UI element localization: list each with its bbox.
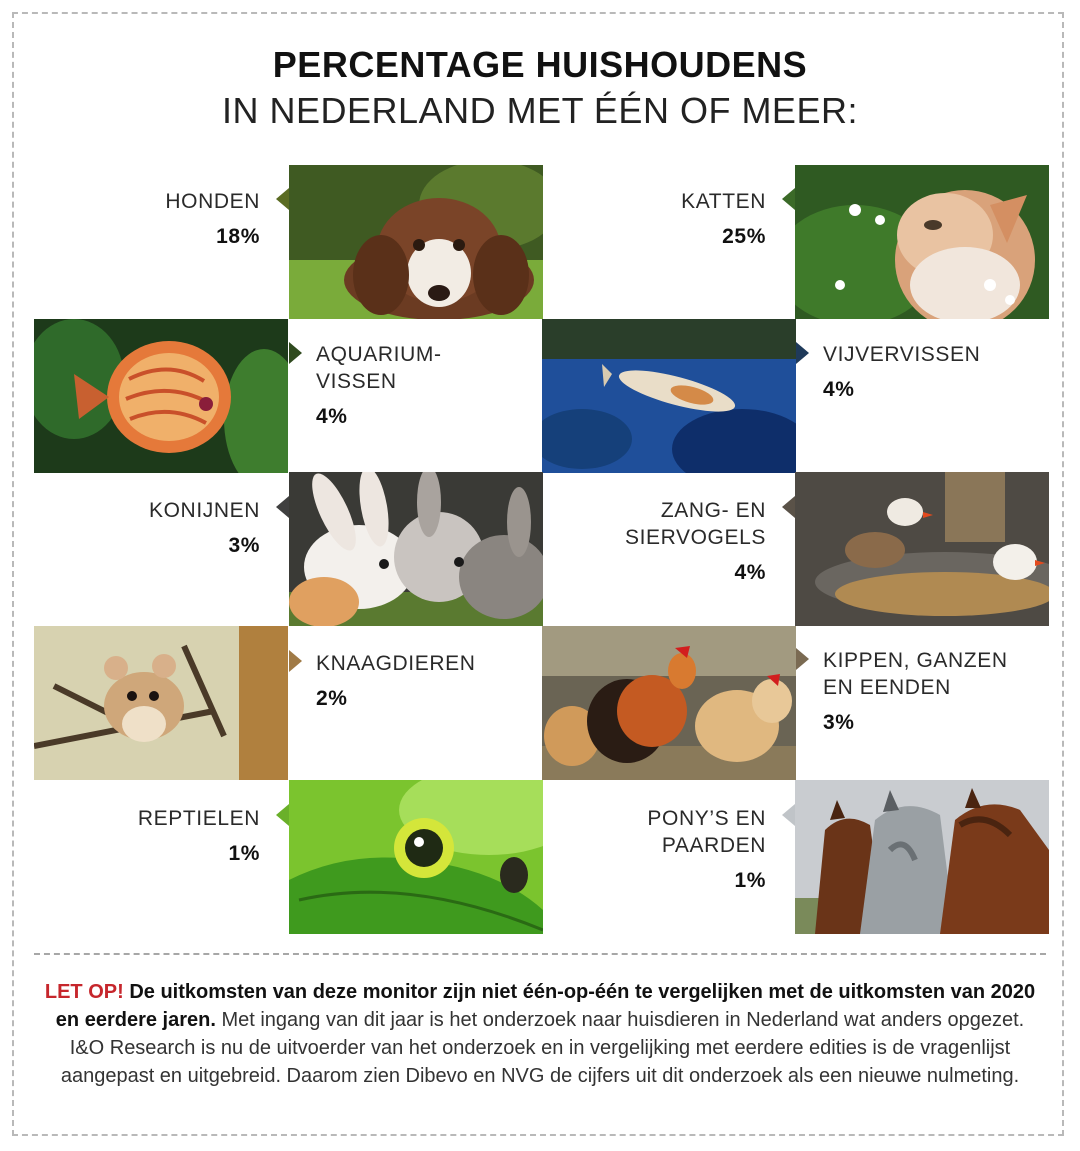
birds-photo [795, 472, 1049, 626]
pointer-notch [289, 650, 302, 672]
cat-photo [795, 165, 1049, 319]
chickens-photo [542, 626, 796, 780]
pointer-notch [796, 342, 809, 364]
rabbits-photo [289, 472, 543, 626]
dog-photo [289, 165, 543, 319]
label-ponys-en-paarden: PONY’S EN PAARDEN 1% [647, 807, 766, 892]
pointer-notch [289, 342, 302, 364]
label-konijnen: KONIJNEN 3% [149, 499, 260, 557]
title-line-1: PERCENTAGE HUISHOUDENS [272, 44, 808, 85]
warning-body-text: Met ingang van dit jaar is het onderzoek naar huisdieren in Nederland wat anders opgezet. I&O Research is nu de uitvoerder van het onderzoek en in vergelijking met eerdere edities is de vragenlijst aangepast en uitgebreid. Daarom zien Dibevo en NVG de cijfers uit dit onderzoek als een nieuwe nulmeting. [60, 1009, 1025, 1087]
horses-photo [795, 780, 1049, 934]
title-line-2: IN NEDERLAND MET ÉÉN OF MEER: [222, 90, 858, 131]
pointer-notch [276, 188, 289, 210]
pointer-notch [782, 804, 795, 826]
label-aquariumvissen: AQUARIUM- VISSEN 4% [316, 343, 442, 428]
label-honden: HONDEN 18% [165, 190, 260, 248]
label-reptielen: REPTIELEN 1% [137, 807, 260, 865]
pointer-notch [276, 496, 289, 518]
pointer-notch [782, 496, 795, 518]
label-knaagdieren: KNAAGDIEREN 2% [316, 652, 476, 710]
pointer-notch [782, 188, 795, 210]
rodent-photo [34, 626, 288, 780]
label-vijvervissen: VIJVERVISSEN 4% [823, 343, 981, 401]
label-zang-en-siervogels: ZANG- EN SIERVOGELS 4% [624, 499, 766, 584]
section-divider [34, 953, 1046, 955]
footer-note [40, 978, 1040, 1090]
pointer-notch [276, 804, 289, 826]
label-katten: KATTEN 25% [681, 190, 766, 248]
reptile-photo [289, 780, 543, 934]
pointer-notch [796, 648, 809, 670]
warning-label: LET OP! [44, 981, 124, 1003]
aquarium-fish-photo [34, 319, 288, 473]
label-kippen-ganzen-eenden: KIPPEN, GANZEN EN EENDEN 3% [823, 649, 1008, 734]
warning-bold-text: De uitkomsten van deze monitor zijn niet één-op-één te vergelijken met de uitkomsten van 2020 en eerdere jaren. [55, 981, 1036, 1031]
pond-fish-photo [542, 319, 796, 473]
